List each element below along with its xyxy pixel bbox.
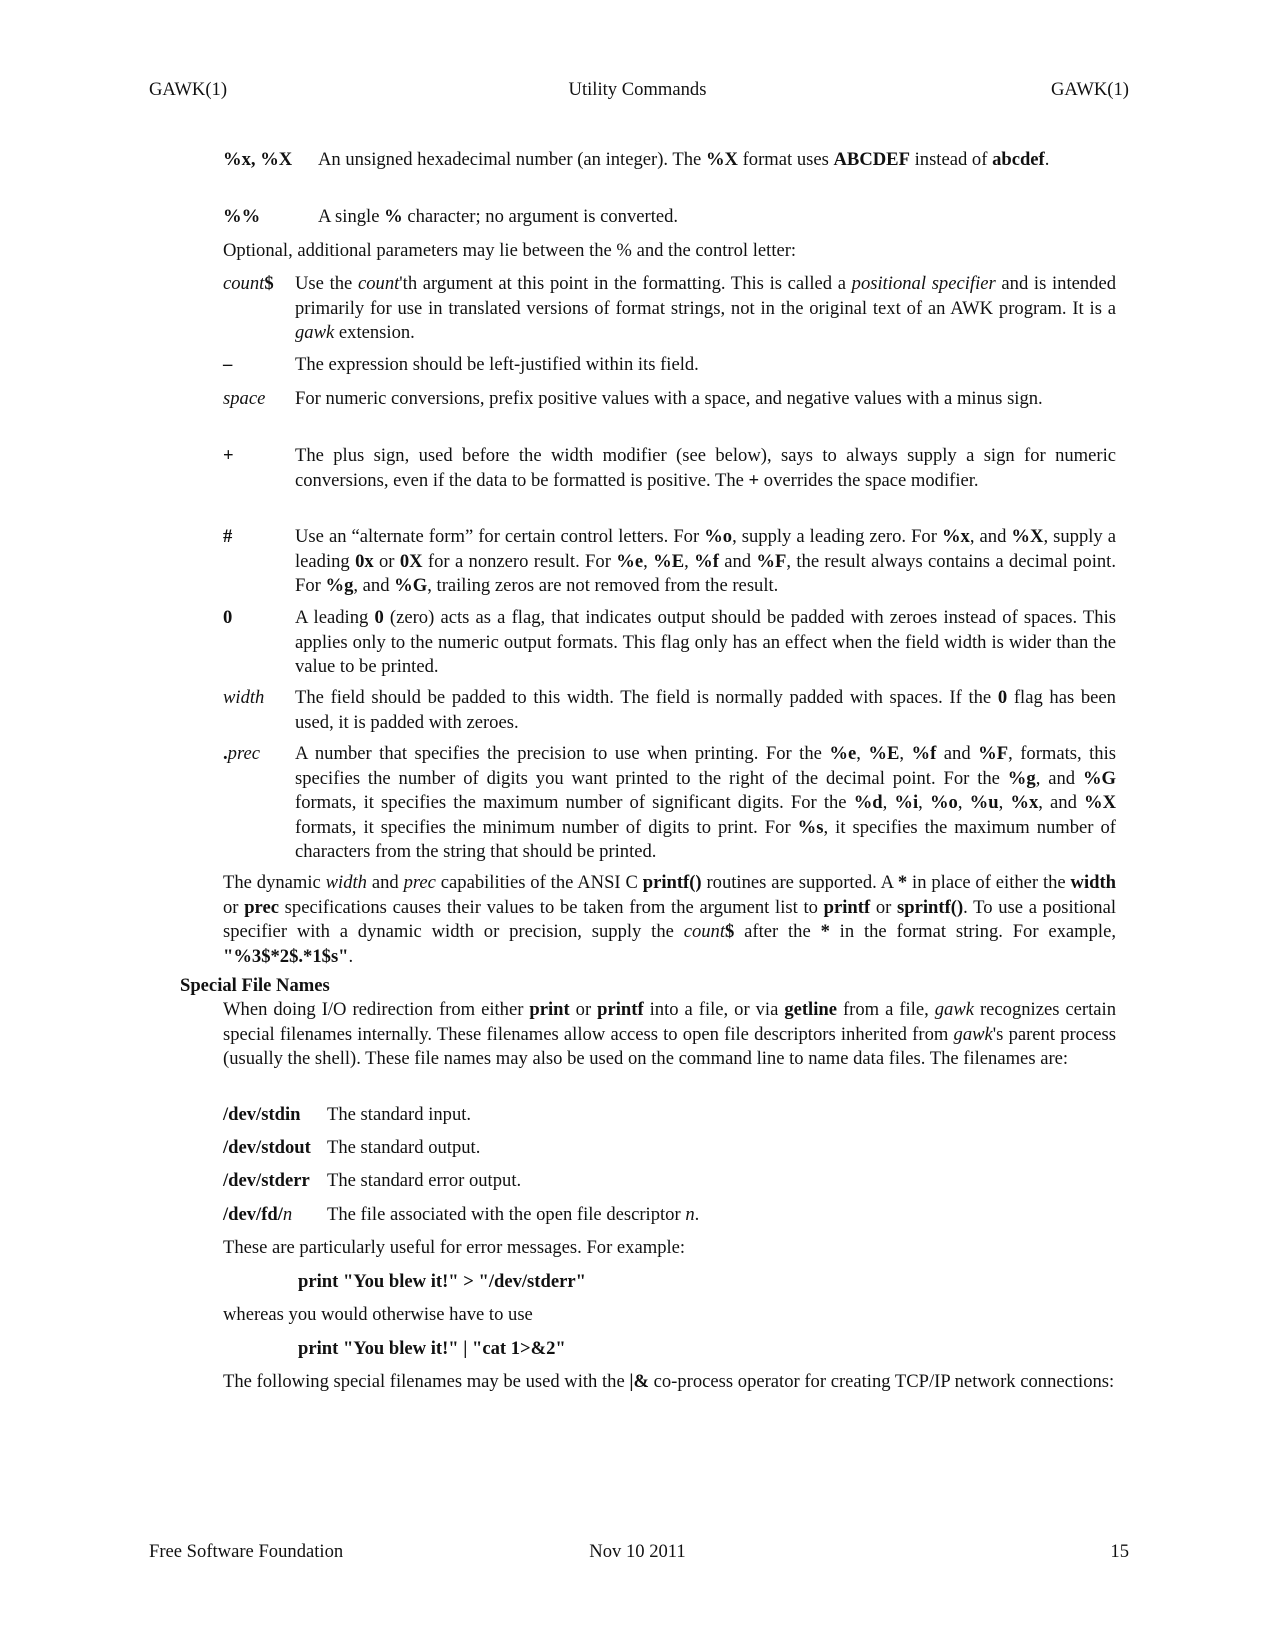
whereas-paragraph: whereas you would otherwise have to use (223, 1304, 533, 1325)
file-description: The standard error output. (327, 1170, 522, 1191)
entry-tag: + (223, 445, 234, 466)
file-description: The standard output. (327, 1137, 481, 1158)
entry-description: A single % character; no argument is converted. (318, 206, 679, 227)
optional-intro: Optional, additional parameters may lie between the % and the control letter: (223, 240, 797, 261)
page-header (0, 78, 1275, 104)
entry-description: The plus sign, used before the width modifier (see below), says to always supply a sign for numeric conversions, even if the data to be formatted is positive. The + overrides the space modifier. (295, 445, 1116, 491)
coprocess-paragraph: The following special filenames may be used with the |& co-process operator for creating TCP/IP network connections: (223, 1371, 1115, 1392)
entry-tag: width (223, 687, 265, 708)
file-description: The standard input. (327, 1104, 472, 1125)
entry-description: For numeric conversions, prefix positive values with a space, and negative values with a minus sign. (295, 388, 1043, 409)
entry-tag: %% (223, 206, 261, 227)
dynamic-width-paragraph: The dynamic width and prec capabilities of the ANSI C printf() routines are supported. A * in place of either the width or prec specifications causes their values to be taken from the argument list to printf or sprintf(). To use a positional specifier with a dynamic width or precision, supply the count$ after the * in the format string. For example, "%3$*2$.*1$s". (223, 872, 1117, 967)
entry-description: Use the count'th argument at this point in the formatting. This is called a positional specifier and is intended primarily for use in translated versions of format strings, not in the original text of an AWK program. It is a gawk extension. (295, 273, 1117, 343)
entry-description: An unsigned hexadecimal number (an integer). The %X format uses ABCDEF instead of abcdef. (318, 149, 1050, 170)
section-heading: Special File Names (180, 975, 330, 996)
header-right: GAWK(1) (1050, 79, 1129, 100)
entry-description: Use an “alternate form” for certain control letters. For %o, supply a leading zero. For %x, and %X, supply a leading 0x or 0X for a nonzero result. For %e, %E, %f and %F, the result always contains a decimal point. For %g, and %G, trailing zeros are not removed from the result. (295, 526, 1116, 596)
page-footer (0, 1540, 1275, 1566)
entry-description: The expression should be left-justified within its field. (295, 354, 699, 375)
special-intro-paragraph: When doing I/O redirection from either print or printf into a file, or via getline from a file, gawk recognizes certain special filenames internally. These filenames allow access to open file descriptors inherited from gawk's parent process (usually the shell). These file names may also be used on the command line to name data files. The filenames are: (223, 999, 1116, 1069)
footer-right: 15 (1110, 1541, 1129, 1562)
entry-tag: # (223, 526, 233, 547)
header-left: GAWK(1) (149, 79, 228, 100)
entry-tag: – (223, 354, 233, 375)
entry-tag: count$ (223, 273, 274, 294)
code-example-cat: print "You blew it!" | "cat 1>&2" (298, 1338, 566, 1359)
code-example-stderr: print "You blew it!" > "/dev/stderr" (298, 1271, 586, 1292)
entry-description: A number that specifies the precision to use when printing. For the %e, %E, %f and %F, formats, this specifies the number of digits you want printed to the right of the decimal point. For the %g, and %G formats, it specifies the maximum number of significant digits. For the %d, %i, %o, %u, %x, and %X formats, it specifies the minimum number of digits to print. For %s, it specifies the maximum number of characters from the string that should be printed. (295, 743, 1117, 862)
entry-description: The field should be padded to this width. The field is normally padded with spaces. If the 0 flag has been used, it is padded with zeroes. (295, 687, 1116, 733)
file-name: /dev/stderr (223, 1170, 310, 1191)
entry-tag: space (223, 388, 266, 409)
entry-tag: %x, %X (223, 149, 293, 170)
file-name: /dev/stdin (223, 1104, 301, 1125)
header-center: Utility Commands (568, 79, 707, 100)
footer-center: Nov 10 2011 (589, 1541, 686, 1562)
file-name: /dev/stdout (223, 1137, 311, 1158)
file-description: The file associated with the open file descriptor n. (327, 1204, 700, 1225)
entry-tag: .prec (223, 743, 261, 764)
entry-tag: 0 (223, 607, 233, 628)
file-name: /dev/fd/n (223, 1204, 293, 1225)
footer-left: Free Software Foundation (149, 1541, 344, 1562)
entry-description: A leading 0 (zero) acts as a flag, that indicates output should be padded with zeroes instead of spaces. This applies only to the numeric output formats. This flag only has an effect when the field width is wider than the value to be printed. (295, 607, 1116, 677)
useful-paragraph: These are particularly useful for error messages. For example: (223, 1237, 686, 1258)
